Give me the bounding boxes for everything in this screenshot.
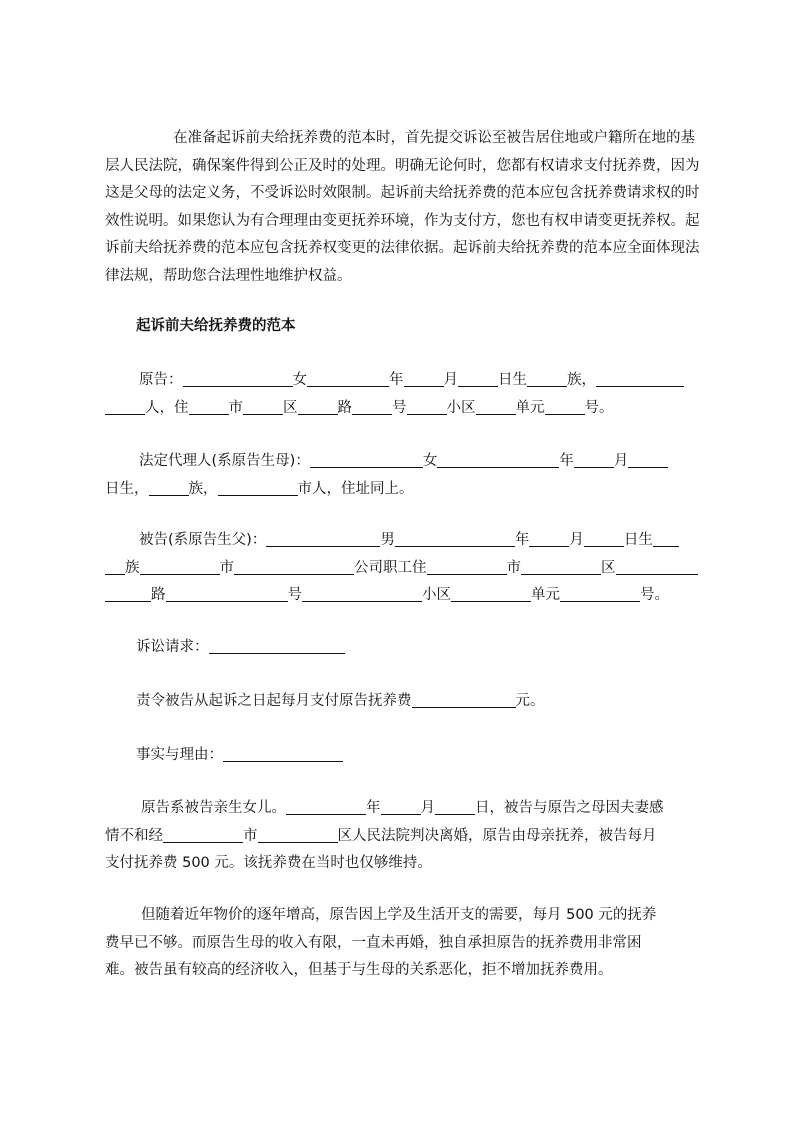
blank-fact-city (163, 825, 243, 843)
blank-day (458, 369, 498, 387)
blank-def-road (105, 584, 151, 602)
blank-agent-year (437, 450, 559, 468)
agent-year: 年 (559, 453, 574, 469)
claims-section (136, 634, 732, 662)
order-text: 责令被告从起诉之日起每月支付原告抚养费 (136, 693, 412, 709)
plaintiff-number: 号 (392, 399, 407, 416)
blank-def-room (560, 584, 640, 602)
fact1-line2-rest: 区人民法院判决离婚，原告由母亲抚养，被告每月 (337, 827, 657, 844)
blank-agent-month (574, 450, 614, 468)
blank-def-origin-city (140, 557, 220, 575)
defendant-district: 区 (601, 559, 616, 576)
blank-place-cont (105, 397, 145, 415)
blank-year (307, 369, 389, 387)
fact1-line3: 支付抚养费 500 元。该抚养费在当时也仅够维持。 (105, 855, 432, 871)
blank-def-day (584, 529, 624, 547)
defendant-year: 年 (514, 532, 530, 548)
blank-agent-day (628, 450, 668, 468)
agent-female: 女 (422, 453, 438, 469)
claims-label: 诉讼请求： (136, 639, 209, 655)
defendant-month: 月 (569, 532, 584, 548)
blank-agent-city (218, 478, 298, 496)
blank-def-ethnic-cont (105, 557, 125, 575)
order-section (136, 688, 732, 716)
blank-ethnic (527, 369, 567, 387)
blank-fact-day (435, 797, 475, 815)
agent-ethnic: 族， (188, 480, 218, 497)
blank-addr-number (352, 397, 392, 415)
blank-fact-district (258, 825, 338, 843)
fact1-day-text: 日，被告与原告之母因夫妻感 (475, 800, 664, 816)
blank-claims (209, 636, 345, 654)
plaintiff-label: 原告： (139, 372, 183, 388)
blank-fact-year (286, 797, 366, 815)
blank-addr-room (545, 397, 585, 415)
blank-name (183, 369, 293, 387)
plaintiff-female: 女 (292, 372, 307, 388)
plaintiff-community: 小区 (446, 399, 476, 416)
blank-def-city2 (427, 557, 507, 575)
defendant-company: 公司职工住 (354, 559, 427, 576)
defendant-male: 男 (380, 532, 395, 548)
defendant-number-end: 号。 (640, 587, 669, 603)
blank-def-district-cont (616, 557, 698, 575)
defendant-label: 被告(系原告生父)： (139, 532, 267, 548)
defendant-community: 小区 (422, 587, 451, 603)
agent-month: 月 (613, 453, 629, 469)
agent-section (105, 448, 701, 503)
blank-agent-name (310, 450, 423, 468)
agent-label: 法定代理人(系原告生母)： (139, 453, 310, 469)
blank-agent-ethnic (149, 478, 189, 496)
intro-paragraph: 在准备起诉前夫给抚养费的范本时，首先提交诉讼至被告居住地或户籍所在地的基层人民法院，确保案件得到公正及时的处理。明确无论何时，您都有权请求支付抚养费，因为这是父母的法定义务，不受诉讼时效限制。起诉前夫给抚养费的范本应包含抚养费请求权的时效性说明。如果您认为有合理理由变更抚养环境，作为支付方，您也有权申请变更抚养权。起诉前夫给抚养费的范本应包含抚养权变更的法律依据。起诉前夫给抚养费的范本应全面体现法律法规，帮助您合法理性地维护权益。 (105, 130, 700, 284)
fact1-start: 原告系被告亲生女儿。 (141, 800, 286, 816)
blank-addr-community (407, 397, 447, 415)
blank-month (404, 369, 444, 387)
blank-def-month (529, 529, 569, 547)
plaintiff-unit: 单元 (515, 399, 545, 416)
plaintiff-city: 市 (228, 399, 243, 416)
fact1-year: 年 (366, 800, 381, 816)
blank-place (596, 369, 684, 387)
blank-def-unit (451, 584, 531, 602)
blank-def-ethnic (653, 529, 679, 547)
facts-section (136, 742, 732, 770)
fact1-line2-start: 情不和经 (105, 827, 163, 844)
blank-addr-city (189, 397, 229, 415)
plaintiff-year: 年 (389, 372, 404, 388)
defendant-city2: 市 (506, 559, 521, 576)
defendant-born: 日生 (623, 532, 653, 548)
agent-city-person: 市人，住址同上。 (297, 480, 414, 497)
fact1-month: 月 (420, 800, 435, 816)
defendant-section (105, 527, 701, 610)
fact1-city: 市 (243, 827, 258, 844)
blank-fact-month (381, 797, 421, 815)
plaintiff-born: 日生 (498, 372, 527, 388)
blank-addr-road (298, 397, 338, 415)
defendant-ethnic: 族 (125, 559, 140, 576)
defendant-unit: 单元 (531, 587, 560, 603)
plaintiff-month: 月 (443, 372, 458, 388)
defendant-city: 市 (219, 559, 234, 576)
plaintiff-road: 路 (337, 399, 352, 416)
blank-def-district (521, 557, 601, 575)
blank-def-company (234, 557, 354, 575)
fact2-line2: 费早已不够。而原告生母的收入有限，一直未再婚，独自承担原告的抚养费用非常困 (105, 934, 642, 951)
plaintiff-number-end: 号。 (584, 399, 614, 416)
fact2-line1: 但随着近年物价的逐年增高，原告因上学及生活开支的需要，每月 500 元的抚养 (141, 907, 657, 923)
fact-paragraph-2 (105, 902, 701, 985)
order-unit: 元。 (515, 693, 545, 709)
blank-addr-unit (476, 397, 516, 415)
plaintiff-section (105, 367, 701, 422)
blank-addr-district (243, 397, 283, 415)
blank-def-year (395, 529, 515, 547)
plaintiff-ethnic: 族， (567, 372, 596, 388)
defendant-number: 号 (287, 587, 302, 603)
blank-def-community (302, 584, 422, 602)
blank-def-number (166, 584, 288, 602)
blank-amount (412, 690, 516, 708)
facts-label: 事实与理由： (136, 747, 223, 763)
agent-born: 日生， (105, 480, 149, 497)
blank-def-name (266, 529, 380, 547)
plaintiff-district: 区 (283, 399, 298, 416)
fact-paragraph-1 (105, 795, 701, 878)
blank-facts (223, 744, 343, 762)
section-title: 起诉前夫给抚养费的范本 (136, 318, 296, 334)
plaintiff-person: 人，住 (145, 399, 189, 416)
defendant-road: 路 (151, 587, 166, 603)
fact2-line3: 难。被告虽有较高的经济收入，但基于与生母的关系恶化，拒不增加抚养费用。 (105, 962, 613, 978)
